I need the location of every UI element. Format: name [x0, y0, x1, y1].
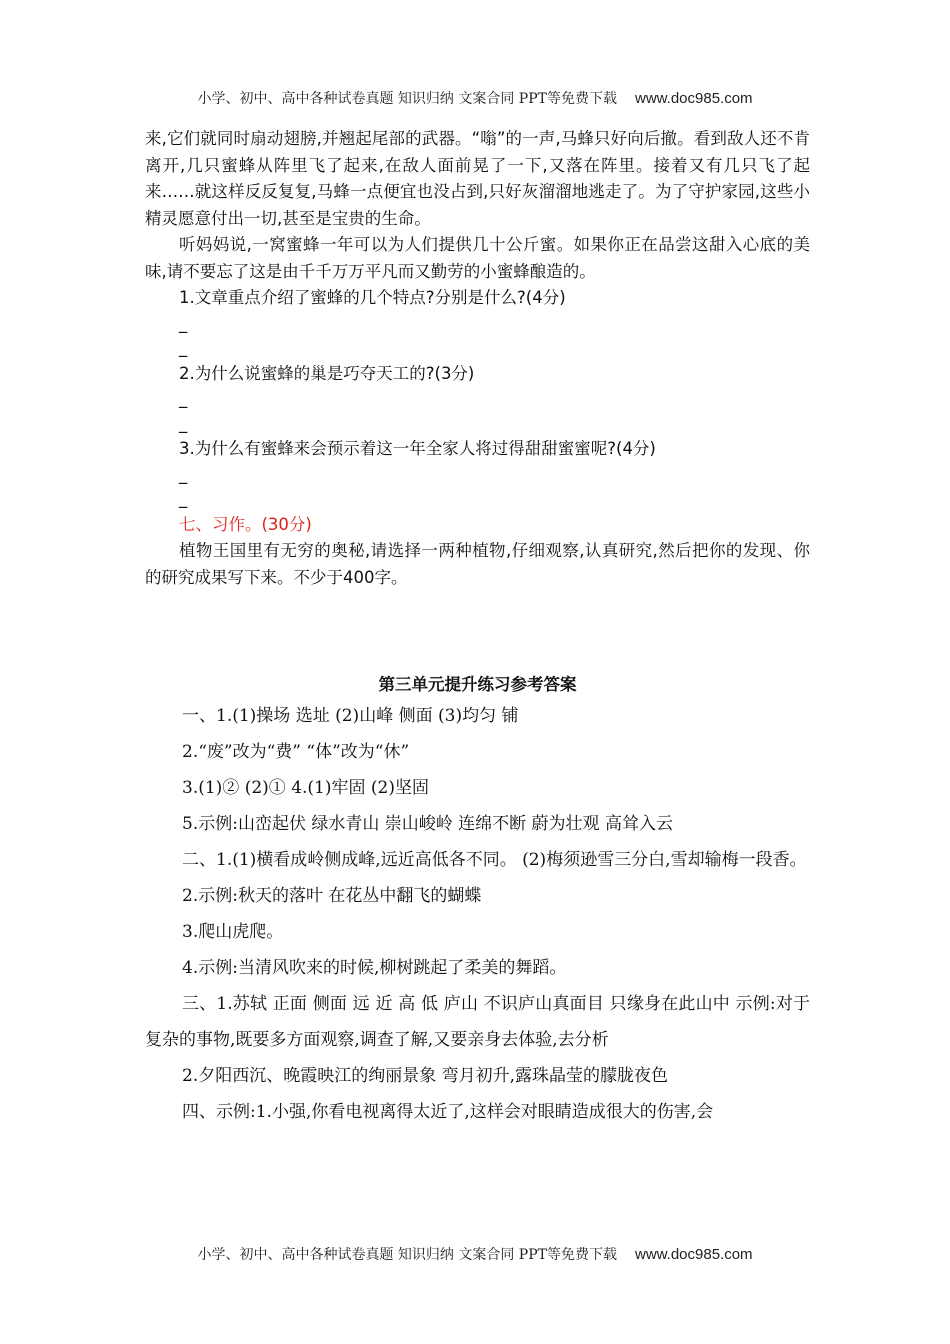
question-3: 3.为什么有蜜蜂来会预示着这一年全家人将过得甜甜蜜蜜呢?(4分)	[179, 439, 656, 458]
writing-prompt: 植物王国里有无穷的奥秘,请选择一两种植物,仔细观察,认真研究,然后把你的发现、你的研究成果写下来。不少于400字。	[145, 541, 810, 587]
question-2: 2.为什么说蜜蜂的巢是巧夺天工的?(3分)	[179, 363, 475, 383]
passage-paragraph-1: 来,它们就同时扇动翅膀,并翘起尾部的武器。“嗡”的一声,马蜂只好向后撤。看到敌人还不肯离开,几只蜜蜂从阵里飞了起来,在敌人面前晃了一下,又落在阵里。接着又有几只飞了起来……就这样反反复复,马蜂一点便宜也没占到,只好灰溜溜地逃走了。为了守护家园,这些小精灵愿意付出一切,甚至是宝贵的生命。	[145, 129, 810, 228]
answer-line: 4.示例:当清风吹来的时候,柳树跳起了柔美的舞蹈。	[182, 958, 567, 978]
answer-section-2: 二、1.(1)横看成岭侧成峰,远近高低各不同。 (2)梅须逊雪三分白,雪却输梅一段香。	[182, 850, 807, 870]
passage-paragraph-2: 听妈妈说,一窝蜜蜂一年可以为人们提供几十公斤蜜。如果你正在品尝这甜入心底的美味,请不要忘了这是由千千万万平凡而又勤劳的小蜜蜂酿造的。	[145, 235, 810, 281]
footer-text: 小学、初中、高中各种试卷真题 知识归纳 文案合同 PPT等免费下载	[197, 1247, 617, 1263]
page-footer	[0, 1244, 950, 1264]
writing-heading: 七、习作。(30分)	[179, 514, 312, 534]
answer-blank: _	[179, 338, 188, 357]
header-text: 小学、初中、高中各种试卷真题 知识归纳 文案合同 PPT等免费下载	[197, 91, 617, 107]
question-1: 1.文章重点介绍了蜜蜂的几个特点?分别是什么?(4分)	[179, 288, 566, 307]
answer-line: 5.示例:山峦起伏 绿水青山 崇山峻岭 连绵不断 蔚为壮观 高耸入云	[182, 814, 673, 834]
answer-title: 第三单元提升练习参考答案	[378, 675, 577, 694]
header-url[interactable]: www.doc985.com	[634, 90, 753, 107]
answer-key	[145, 672, 810, 1130]
answer-line: 2.示例:秋天的落叶 在花丛中翻飞的蝴蝶	[182, 886, 482, 906]
answer-blank: _	[179, 413, 188, 433]
answer-line: 一、1.(1)操场 选址 (2)山峰 侧面 (3)均匀 铺	[182, 706, 519, 726]
answer-line: 3.爬山虎爬。	[182, 922, 284, 942]
answer-blank: _	[179, 464, 188, 484]
answer-blank: _	[179, 389, 188, 408]
page-header	[0, 88, 950, 108]
answer-section-3: 三、1.苏轼 正面 侧面 远 近 高 低 庐山 不识庐山真面目 只缘身在此山中 示例:对于复杂的事物,既要多方面观察,调查了解,又要亲身去体验,去分析	[145, 994, 810, 1050]
answer-blank: _	[179, 489, 188, 508]
answer-blank: _	[179, 313, 188, 333]
answer-line: 2.“废”改为“费” “体”改为“休”	[182, 742, 410, 762]
answer-section-4: 四、示例:1.小强,你看电视离得太近了,这样会对眼睛造成很大的伤害,会	[182, 1102, 714, 1122]
reading-passage	[145, 126, 810, 591]
answer-line: 2.夕阳西沉、晚霞映江的绚丽景象 弯月初升,露珠晶莹的朦胧夜色	[182, 1066, 669, 1086]
answer-line: 3.(1)② (2)① 4.(1)牢固 (2)坚固	[182, 778, 429, 798]
footer-url[interactable]: www.doc985.com	[634, 1246, 753, 1263]
